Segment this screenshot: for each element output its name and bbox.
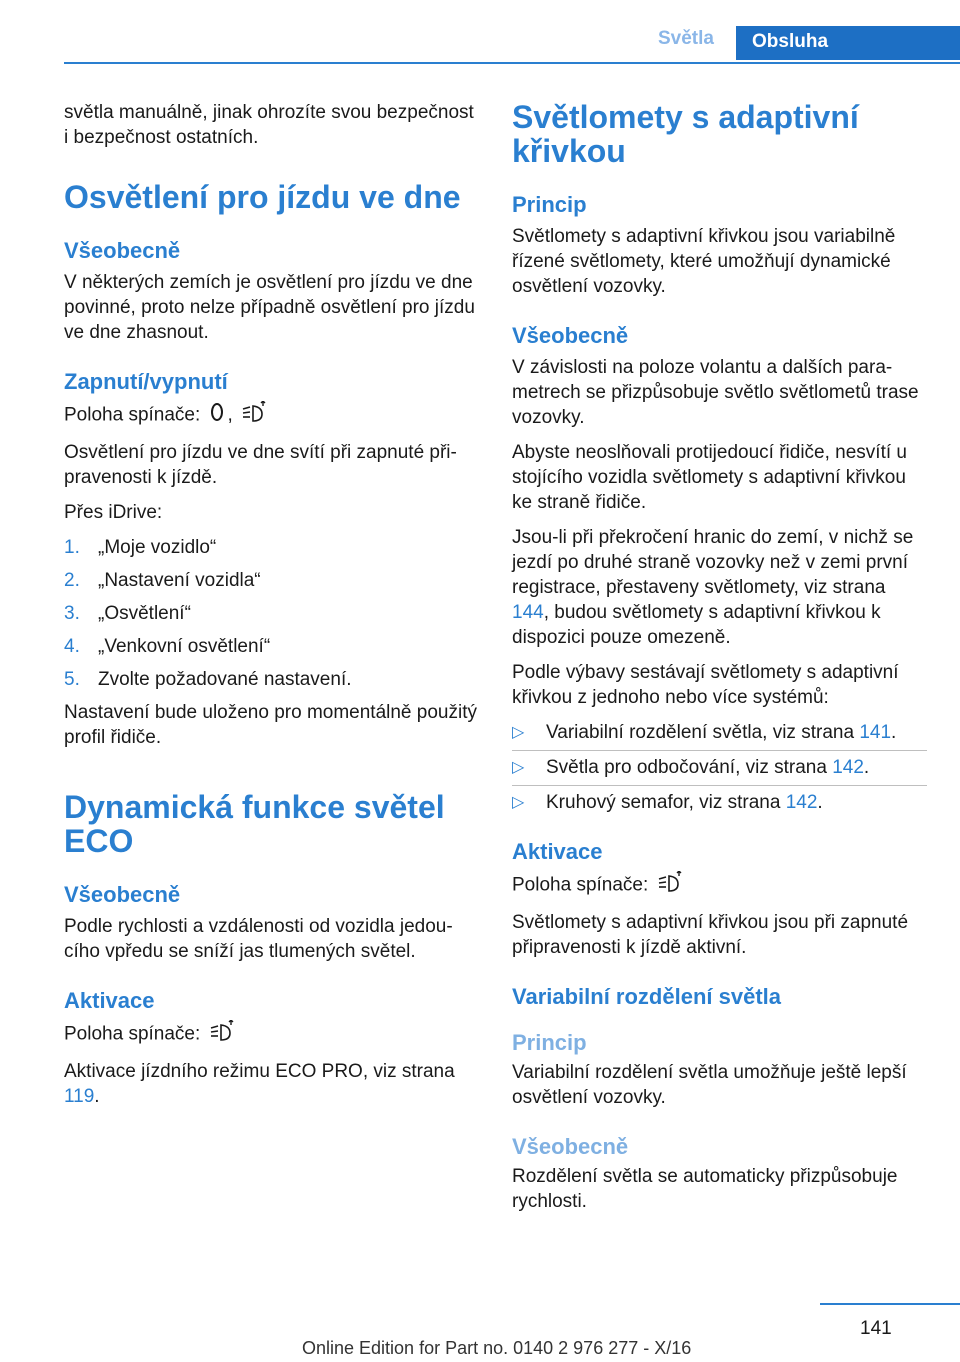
bullet-triangle-icon: ▷ — [512, 794, 525, 811]
header-section: Světla — [658, 28, 714, 49]
list-item: ▷ Světla pro odbočování, viz strana 142. — [512, 755, 927, 780]
right-column — [512, 100, 927, 1224]
header-rule — [64, 62, 960, 64]
eco-switch-position-label: Poloha spínače: — [64, 1023, 201, 1045]
page-number: 141 — [860, 1318, 892, 1339]
heading-variable-distribution: Variabilní rozdělení světla — [512, 984, 781, 1009]
daytime-on-paragraph: Osvětlení pro jízdu ve dne svítí při zapnuté připravenosti k jízdě. — [64, 442, 457, 488]
activation-switch-line: Poloha spínače: — [512, 871, 927, 900]
list-item: 3. „Osvětlení“ — [64, 603, 191, 624]
general-paragraph: V některých zemích je osvětlení pro jízdu ve dne povinné, proto nelze případně osvětlení pro jízdu ve dne zhasnout. — [64, 272, 475, 343]
divider — [512, 785, 927, 786]
idrive-paragraph: Přes iDrive: — [64, 502, 163, 523]
divider — [512, 750, 927, 751]
idrive-steps — [64, 535, 479, 692]
list-item: ▷ Variabilní rozdělení světla, viz strana 141. — [512, 720, 927, 745]
general-paragraph-1: V závislosti na poloze volantu a dalších parametrech se přizpůsobuje světlo světlometů trase vozovky. — [512, 357, 919, 428]
page-link[interactable]: 119 — [64, 1086, 95, 1107]
list-item: 5. Zvolte požadované nastavení. — [64, 669, 352, 690]
list-item: 2. „Nastavení vozidla“ — [64, 570, 261, 591]
general-paragraph-4: Podle výbavy sestávají světlomety s adaptivní křivkou z jednoho nebo více systémů: — [512, 662, 899, 708]
heading-eco-activation: Aktivace — [64, 988, 155, 1013]
footer-rule — [820, 1303, 960, 1305]
list-item: ▷ Kruhový semafor, viz strana 142. — [512, 792, 823, 813]
list-item: 4. „Venkovní osvětlení“ — [64, 636, 271, 657]
heading-on-off: Zapnutí/vypnutí — [64, 369, 228, 394]
edition-footer: Online Edition for Part no. 0140 2 976 277 - X/16 — [302, 1338, 692, 1358]
header-chapter-tab: Obsluha — [736, 26, 960, 60]
switch-position-0-icon — [210, 402, 224, 429]
settings-saved-paragraph: Nastavení bude uloženo pro momentálně použitý profil řidiče. — [64, 702, 477, 748]
heading-eco-lights: Dynamická funkce světel ECO — [64, 789, 445, 859]
eco-general-paragraph: Podle rychlosti a vzdálenosti od vozidla jedoucího vpředu se sníží jas tlumených světel. — [64, 916, 453, 962]
general-paragraph-3: Jsou-li při překročení hranic do zemí, v nichž se jezdí po druhé straně vozovky než v zemi první registrace, přestaveny světlomety, viz strana 144, budou světlomety s adaptivní křivkou k dispozici pouze omezeně. — [512, 527, 914, 648]
automatic-headlight-control-icon — [210, 1020, 236, 1049]
automatic-headlight-control-icon — [658, 871, 684, 900]
heading-eco-general: Všeobecně — [64, 882, 181, 907]
heading-activation: Aktivace — [512, 839, 603, 864]
intro-paragraph: světla manuálně, jinak ohrozíte svou bezpečnost i bezpečnost ostatních. — [64, 102, 474, 148]
switch-position-line — [64, 401, 479, 430]
page-link[interactable]: 142 — [832, 757, 864, 778]
heading-principle: Princip — [512, 192, 587, 217]
heading-var-principle: Princip — [512, 1030, 587, 1055]
var-principle-paragraph: Variabilní rozdělení světla umožňuje ještě lepší osvětlení vozovky. — [512, 1062, 907, 1108]
automatic-headlight-control-icon — [242, 401, 268, 430]
left-column — [64, 100, 479, 1119]
page-link[interactable]: 142 — [785, 792, 818, 813]
bullet-triangle-icon: ▷ — [512, 724, 525, 741]
systems-list — [512, 720, 927, 815]
list-item: 1. „Moje vozidlo“ — [64, 537, 217, 558]
eco-activation-paragraph: Aktivace jízdního režimu ECO PRO, viz strana 119. — [64, 1061, 455, 1107]
heading-general: Všeobecně — [64, 238, 181, 263]
activation-paragraph: Světlomety s adaptivní křivkou jsou při zapnuté připravenosti k jízdě aktivní. — [512, 912, 909, 958]
heading-general: Všeobecně — [512, 323, 629, 348]
bullet-triangle-icon: ▷ — [512, 759, 525, 776]
page-link[interactable]: 141 — [859, 722, 892, 743]
var-general-paragraph: Rozdělení světla se automaticky přizpůsobuje rychlosti. — [512, 1166, 898, 1212]
heading-adaptive-headlights: Světlomety s adaptivní křivkou — [512, 99, 859, 169]
heading-daytime-lights: Osvětlení pro jízdu ve dne — [64, 179, 461, 215]
switch-separator: , — [227, 404, 233, 426]
switch-position-label: Poloha spínače: — [64, 404, 201, 426]
eco-switch-position-line — [64, 1020, 479, 1049]
page-link[interactable]: 144 — [512, 602, 544, 623]
principle-paragraph: Světlomety s adaptivní křivkou jsou variabilně řízené světlomety, které umožňují dynamické osvětlení vozovky. — [512, 226, 896, 297]
heading-var-general: Všeobecně — [512, 1134, 629, 1159]
general-paragraph-2: Abyste neoslňovali protijedoucí řidiče, nesvítí u stojícího vozidla světlomety s adaptivní křivkou ke straně řidiče. — [512, 442, 907, 513]
